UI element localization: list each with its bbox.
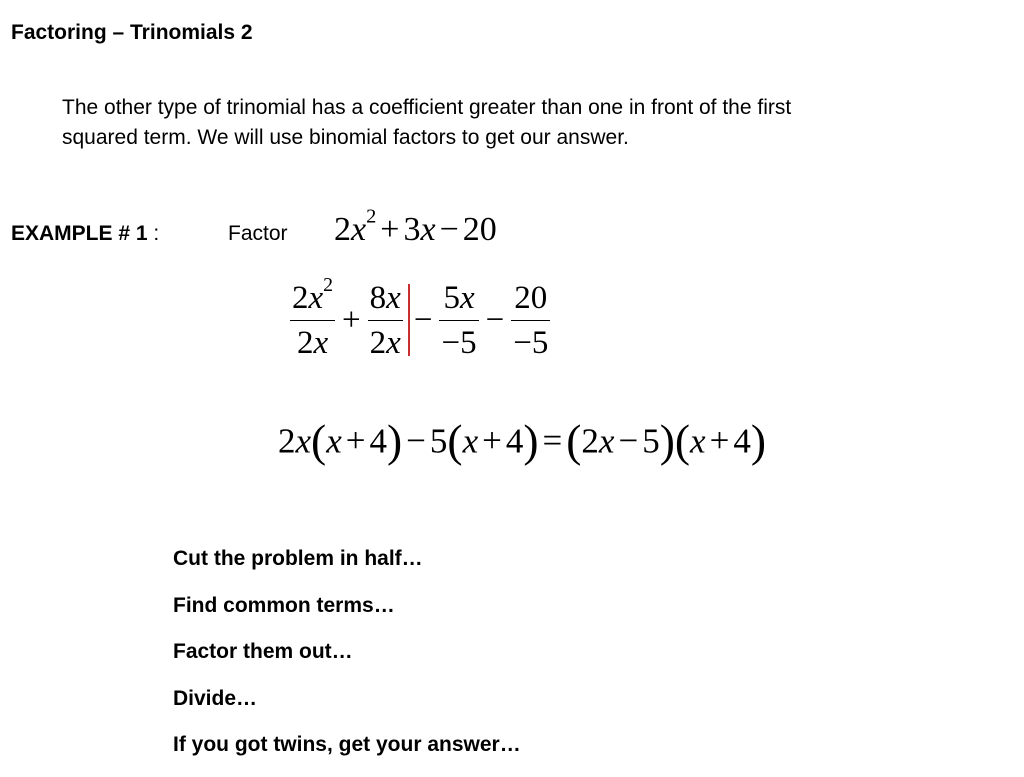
steps-list [173, 544, 521, 777]
fraction-4 [507, 278, 554, 363]
fraction-bar [511, 320, 550, 321]
fraction-3 [435, 278, 482, 363]
op: + [345, 421, 366, 461]
op: − [406, 421, 426, 461]
fraction-bar [368, 320, 403, 321]
fraction-numerator: $2x^2$ [292, 273, 334, 316]
var-x: x [351, 211, 367, 248]
plus-sign: + [380, 211, 400, 248]
fraction-op: + [342, 301, 361, 338]
term: 2 [278, 421, 296, 461]
paren: ) [523, 415, 539, 466]
fraction-denominator: 2x [296, 324, 329, 361]
example-label [11, 222, 159, 246]
intro-line-2: squared term. We will use binomial factors to get our answer. [62, 126, 629, 149]
step-item: If you got twins, get your answer… [173, 733, 521, 756]
slide-title: Factoring – Trinomials 2 [11, 21, 253, 44]
intro-paragraph [62, 93, 982, 153]
fraction-bar [439, 320, 478, 321]
split-fractions [286, 274, 554, 366]
paren: ) [659, 415, 675, 466]
constant-c: 20 [462, 211, 497, 248]
intro-line-1: The other type of trinomial has a coefficient greater than one in front of the first [62, 96, 792, 119]
fraction-1 [286, 273, 339, 363]
step-item: Cut the problem in half… [173, 547, 423, 570]
term: 4 [505, 421, 524, 461]
example-colon: : [147, 222, 160, 245]
var-x: x [690, 421, 706, 461]
fraction-op: − [413, 301, 433, 338]
equals-sign: = [542, 421, 563, 461]
fraction-op: − [485, 301, 505, 338]
var-x: x [295, 421, 312, 461]
trinomial-expression [334, 205, 497, 249]
term: 2 [581, 421, 599, 461]
op: + [709, 421, 730, 461]
var-x: x [598, 421, 615, 461]
exponent: 2 [366, 205, 377, 228]
op: + [482, 421, 502, 461]
coef-a: 2 [334, 211, 351, 248]
fraction-2 [364, 278, 407, 363]
fraction-bar [290, 320, 335, 321]
op: − [618, 421, 639, 461]
term: 4 [733, 421, 751, 461]
step-item: Find common terms… [173, 593, 395, 617]
paren: ( [674, 415, 691, 466]
fraction-numerator: 20 [514, 279, 548, 316]
step-item: Factor them out… [173, 640, 353, 663]
fraction-numerator: 5x [443, 279, 475, 316]
fraction-denominator: −5 [513, 324, 549, 361]
paren: ( [447, 415, 463, 466]
fraction-denominator: −5 [441, 324, 477, 361]
step-item: Divide… [173, 686, 258, 710]
coef-b: 3 [403, 211, 421, 248]
example-number: EXAMPLE # 1 [11, 222, 148, 245]
fraction-denominator: 2x [369, 324, 401, 361]
var-x: x [420, 211, 436, 248]
paren: ( [566, 415, 582, 466]
paren: ) [387, 415, 403, 466]
term: 5 [642, 421, 660, 461]
factored-result [278, 414, 766, 467]
fraction-numerator: 8x [369, 279, 401, 316]
paren: ( [311, 415, 327, 466]
var-x: x [462, 421, 479, 461]
paren: ) [750, 415, 766, 466]
half-divider-line [408, 284, 410, 356]
term: 5 [429, 421, 448, 461]
minus-sign: − [439, 211, 459, 248]
var-x: x [326, 421, 342, 461]
term: 4 [369, 421, 387, 461]
factor-word: Factor [228, 222, 288, 245]
